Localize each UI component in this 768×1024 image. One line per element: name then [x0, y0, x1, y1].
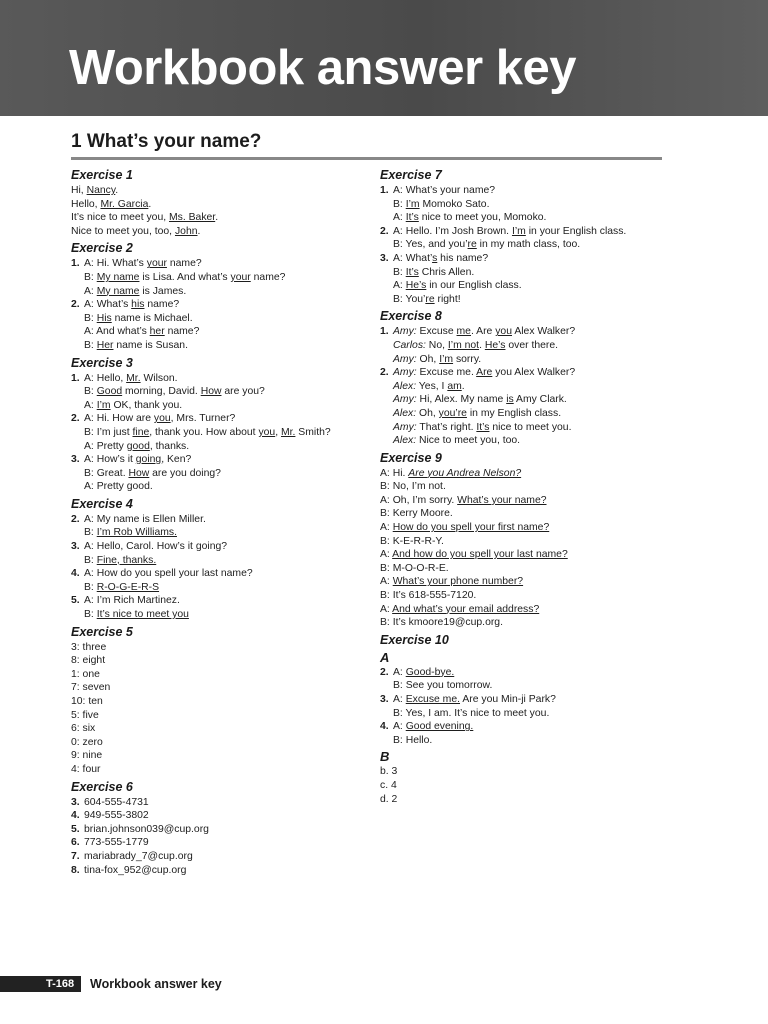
answer-line: B: R-O-G-E-R-S	[84, 581, 160, 593]
answer-line: 6. 773-555-1779	[71, 837, 149, 849]
answer-line: 1. A: Hello, Mr. Wilson.	[71, 372, 178, 384]
answer-line: B: Yes, and you’re in my math class, too.	[393, 239, 581, 251]
answer-line: B: I’m Momoko Sato.	[393, 198, 490, 210]
answer-line: B: I’m Rob Williams.	[84, 527, 177, 539]
answer-line: 2. Amy: Excuse me. Are you Alex Walker?	[380, 367, 576, 379]
page-number: T-168	[46, 978, 75, 990]
answer-line: Amy: That’s right. It’s nice to meet you.	[393, 421, 572, 433]
unit-divider	[71, 157, 662, 160]
answer-line: A: Pretty good.	[84, 481, 153, 493]
exercise-1-heading: Exercise 1	[71, 168, 133, 182]
answer-line: B: M-O-O-R-E.	[380, 562, 449, 574]
answer-line: B: See you tomorrow.	[393, 680, 493, 692]
answer-line: A: And what’s her name?	[84, 326, 200, 338]
unit-title: 1 What’s your name?	[71, 131, 262, 152]
answer-line: B: Good morning, David. How are you?	[84, 386, 265, 398]
answer-line: 3. 604-555-4731	[71, 796, 149, 808]
answer-line: Carlos: No, I’m not. He’s over there.	[393, 339, 559, 351]
exercise-10-answers	[380, 650, 660, 806]
exercise-4-heading: Exercise 4	[71, 496, 133, 511]
list-item: 1: one	[71, 668, 100, 680]
exercise-6-heading: Exercise 6	[71, 779, 133, 794]
answer-line: 2. A: My name is Ellen Miller.	[71, 513, 206, 525]
answer-line: B: Yes, I am. It’s nice to meet you.	[393, 707, 550, 719]
answer-line: 4. A: How do you spell your last name?	[71, 568, 253, 580]
answer-line: 3. A: Excuse me. Are you Min-ji Park?	[380, 694, 556, 705]
answer-line: A: My name is James.	[84, 285, 187, 297]
list-item: 9: nine	[71, 750, 103, 762]
exercise-8-heading: Exercise 8	[380, 309, 442, 324]
answer-line: B: No, I’m not.	[380, 481, 446, 493]
section-b-heading: B	[380, 749, 390, 765]
exercise-9-answers	[380, 467, 660, 630]
answer-line: Alex: Oh, you’re in my English class.	[393, 407, 562, 419]
answer-line: 4. A: Good evening.	[380, 721, 474, 733]
exercise-9-heading: Exercise 9	[380, 450, 442, 465]
answer-line: Amy: Oh, I’m sorry.	[393, 353, 482, 365]
exercise-8-answers	[380, 325, 660, 447]
exercise-3-answers	[71, 372, 351, 494]
right-column	[380, 165, 660, 806]
answer-line: B: Fine, thanks.	[84, 554, 157, 566]
list-item: c. 4	[380, 779, 397, 791]
answer-line: B: My name is Lisa. And what’s your name?	[84, 271, 286, 283]
answer-line: 1. A: What’s your name?	[380, 185, 496, 196]
exercise-2-answers	[71, 257, 351, 352]
answer-line: B: It’s Chris Allen.	[393, 266, 475, 278]
answer-line: A: And what’s your email address?	[380, 603, 540, 615]
answer-line: 2. A: What’s his name?	[71, 299, 180, 311]
answer-line: B: His name is Michael.	[84, 312, 193, 324]
answer-line: A: What’s your phone number?	[380, 576, 524, 588]
answer-line: A: How do you spell your first name?	[380, 522, 550, 534]
answer-line: B: It’s nice to meet you	[84, 609, 189, 621]
list-item: 6: six	[71, 723, 96, 735]
list-item: 3: three	[71, 641, 107, 653]
exercise-6-answers	[71, 796, 351, 878]
answer-line: 7. mariabrady_7@cup.org	[71, 850, 193, 862]
answer-line: Hi, Nancy.	[71, 185, 119, 196]
header-banner	[0, 0, 768, 116]
answer-line: A: He’s in our English class.	[393, 280, 522, 292]
section-a-heading: A	[380, 649, 390, 665]
answer-line: 5. brian.johnson039@cup.org	[71, 823, 209, 835]
answer-line: Alex: Yes, I am.	[393, 380, 465, 392]
exercise-10-heading: Exercise 10	[380, 632, 449, 647]
answer-line: 4. 949-555-3802	[71, 810, 149, 822]
list-item: 0: zero	[71, 736, 103, 748]
answer-line: 8. tina-fox_952@cup.org	[71, 864, 187, 876]
answer-line: 3. A: How’s it going, Ken?	[71, 454, 192, 466]
answer-line: A: And how do you spell your last name?	[380, 549, 568, 561]
answer-line: It’s nice to meet you, Ms. Baker.	[71, 212, 219, 224]
answer-line: 3. A: What’s his name?	[380, 252, 489, 264]
exercise-7-heading: Exercise 7	[380, 168, 442, 182]
exercise-2-heading: Exercise 2	[71, 241, 133, 256]
answer-line: 2. A: Good-bye.	[380, 666, 455, 678]
footer-title: Workbook answer key	[90, 977, 222, 991]
list-item: d. 2	[380, 793, 398, 805]
list-item: 4: four	[71, 763, 101, 775]
exercise-1-answers	[71, 184, 351, 238]
answer-line: 2. A: Hi. How are you, Mrs. Turner?	[71, 413, 236, 425]
answer-line: B: Her name is Susan.	[84, 339, 188, 351]
answer-line: A: It’s nice to meet you, Momoko.	[393, 212, 547, 224]
answer-line: A: I’m OK, thank you.	[84, 399, 183, 411]
exercise-5-heading: Exercise 5	[71, 624, 133, 639]
answer-line: A: Hi. Are you Andrea Nelson?	[380, 467, 522, 479]
answer-line: A: Pretty good, thanks.	[84, 440, 190, 452]
answer-line: 2. A: Hello. I’m Josh Brown. I’m in your English class.	[380, 225, 627, 237]
left-column	[71, 165, 351, 877]
exercise-7-answers	[380, 184, 660, 306]
answer-line: Amy: Hi, Alex. My name is Amy Clark.	[393, 394, 567, 406]
answer-line: 5. A: I’m Rich Martinez.	[71, 595, 180, 607]
answer-line: 3. A: Hello, Carol. How’s it going?	[71, 541, 228, 553]
answer-line: B: It’s 618-555-7120.	[380, 590, 477, 602]
answer-line: A: Oh, I’m sorry. What’s your name?	[380, 494, 547, 506]
list-item: 7: seven	[71, 682, 111, 694]
answer-line: B: It’s kmoore19@cup.org.	[380, 617, 503, 629]
answer-line: B: K-E-R-R-Y.	[380, 535, 444, 547]
answer-line: 1. Amy: Excuse me. Are you Alex Walker?	[380, 326, 576, 338]
list-item: b. 3	[380, 766, 398, 778]
answer-line: B: I’m just fine, thank you. How about you, Mr. Smith?	[84, 426, 331, 438]
list-item: 10: ten	[71, 696, 103, 707]
answer-line: 1. A: Hi. What’s your name?	[71, 258, 202, 270]
answer-line: Alex: Nice to meet you, too.	[393, 435, 521, 447]
answer-line: Nice to meet you, too, John.	[71, 225, 201, 237]
exercise-4-answers	[71, 513, 351, 622]
list-item: 5: five	[71, 709, 99, 721]
answer-line: B: Kerry Moore.	[380, 508, 453, 520]
list-item: 8: eight	[71, 655, 106, 667]
answer-line: B: Great. How are you doing?	[84, 467, 221, 479]
exercise-5-answers	[71, 641, 351, 777]
answer-line: B: You’re right!	[393, 293, 461, 305]
answer-line: Hello, Mr. Garcia.	[71, 198, 152, 210]
exercise-3-heading: Exercise 3	[71, 355, 133, 370]
answer-line: B: Hello.	[393, 734, 433, 746]
page-title: Workbook answer key	[69, 41, 577, 95]
